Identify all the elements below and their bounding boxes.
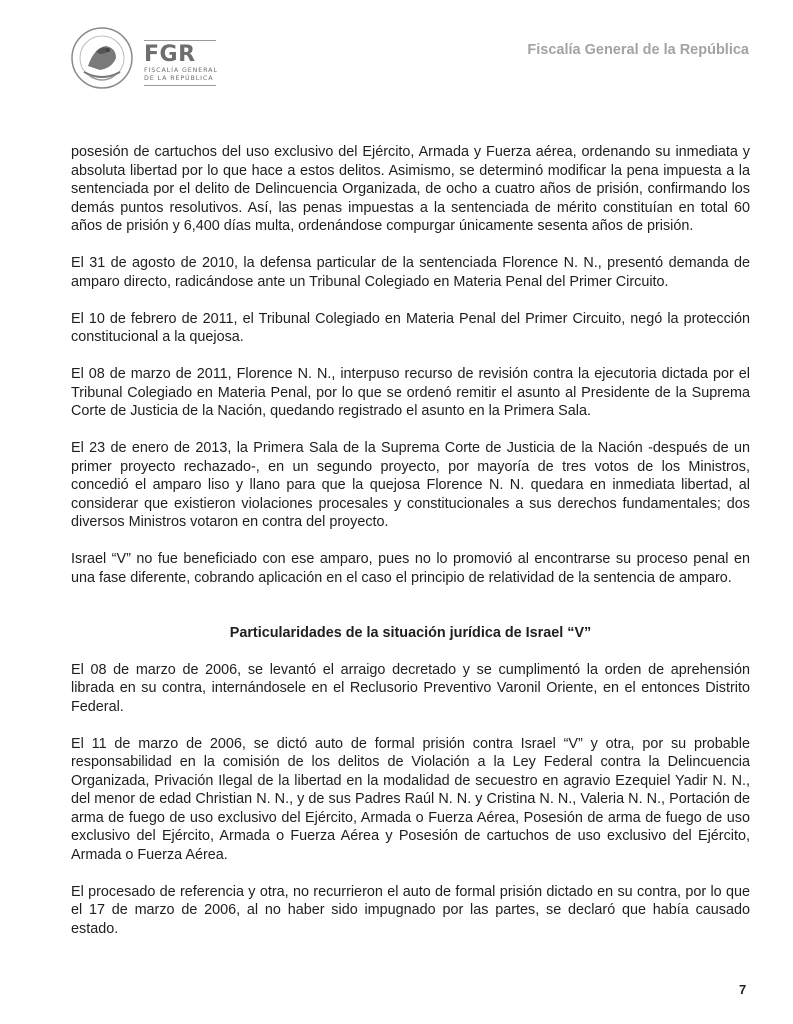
paragraph: El 23 de enero de 2013, la Primera Sala de la Suprema Corte de Justicia de la Nación -después de un primer proyecto rechazado-, en un segundo proyecto, por mayoría de tres votos de los Ministros, concedió el amparo liso y llano para que la quejosa Florence N. N. quedara en inmediata libertad, al considerar que existieron violaciones procesales y constitucionales a sus derechos fundamentales; dos diversos Ministros votaron en contra del proyecto. <box>71 440 750 530</box>
paragraph: posesión de cartuchos del uso exclusivo del Ejército, Armada y Fuerza aérea, ordenando su inmediata y absoluta libertad por lo que hace a estos delitos. Asimismo, se determinó modificar la pena impuesta a la sentenciada por el delito de Delincuencia Organizada, de ocho a cuatro años de prisión, confirmando los demás puntos resolutivos. Así, las penas impuestas a la sentenciada de mérito constituían en total 60 años de prisión y 6,400 días multa, ordenándose compurgar únicamente sesenta años de prisión. <box>71 144 750 234</box>
mexican-coat-of-arms-seal-icon <box>70 26 134 90</box>
paragraph: El procesado de referencia y otra, no recurrieron el auto de formal prisión dictado en su contra, por lo que el 17 de marzo de 2006, al no haber sido impugnado por las partes, se declaró que había causado estado. <box>71 883 750 937</box>
paragraph: Israel “V” no fue beneficiado con ese amparo, pues no lo promovió al encontrarse su proceso penal en una fase diferente, cobrando aplicación en el caso el principio de relatividad de la sentencia de amparo. <box>71 551 750 586</box>
fgr-logo <box>144 40 216 86</box>
header-title: Fiscalía General de la República <box>527 42 749 58</box>
paragraph: El 11 de marzo de 2006, se dictó auto de formal prisión contra Israel “V” y otra, por su probable responsabilidad en la comisión de los delitos de Violación a la Ley Federal contra la Delincuencia Organizada, Privación Ilegal de la libertad en la modalidad de secuestro en agravio Ezequiel Yadir N. N., del menor de edad Christian N. N., y de sus Padres Raúl N. N. y Cristina N. N., Valeria N. N., Portación de arma de fuego de uso exclusivo del Ejército, Armada o Fuerza Aérea, Posesión de arma de fuego de uso exclusivo del Ejército, Armada o Fuerza Aérea y Posesión de cartuchos de uso exclusivo del Ejército, Armada o Fuerza Aérea. <box>71 735 750 863</box>
logo-subtitle-line1: FISCALÍA GENERAL <box>144 67 218 74</box>
paragraph: El 08 de marzo de 2011, Florence N. N., interpuso recurso de revisión contra la ejecutoria dictada por el Tribunal Colegiado en Materia Penal, por lo que se ordenó remitir el asunto al Presidente de la Suprema Corte de Justicia de la Nación, quedando registrado el asunto en la Primera Sala. <box>71 366 750 419</box>
logo-bottom-rule <box>144 85 216 86</box>
paragraph: El 31 de agosto de 2010, la defensa particular de la sentenciada Florence N. N., presentó demanda de amparo directo, radicándose ante un Tribunal Colegiado en Materia Penal del Primer Circuito. <box>71 255 750 290</box>
section-heading: Particularidades de la situación jurídica de Israel “V” <box>229 624 592 641</box>
page-header <box>0 0 793 110</box>
paragraph: El 10 de febrero de 2011, el Tribunal Colegiado en Materia Penal del Primer Circuito, negó la protección constitucional a la quejosa. <box>71 310 750 345</box>
logo-subtitle-line2: DE LA REPÚBLICA <box>144 75 214 82</box>
logo-acronym: FGR <box>144 42 196 67</box>
paragraph: El 08 de marzo de 2006, se levantó el arraigo decretado y se cumplimentó la orden de aprehensión librada en su contra, internándosele en el Reclusorio Preventivo Varonil Oriente, en el entonces Distrito Federal. <box>71 661 750 715</box>
document-body <box>71 143 750 957</box>
page-number: 7 <box>739 982 747 997</box>
logo-top-rule <box>144 40 216 41</box>
